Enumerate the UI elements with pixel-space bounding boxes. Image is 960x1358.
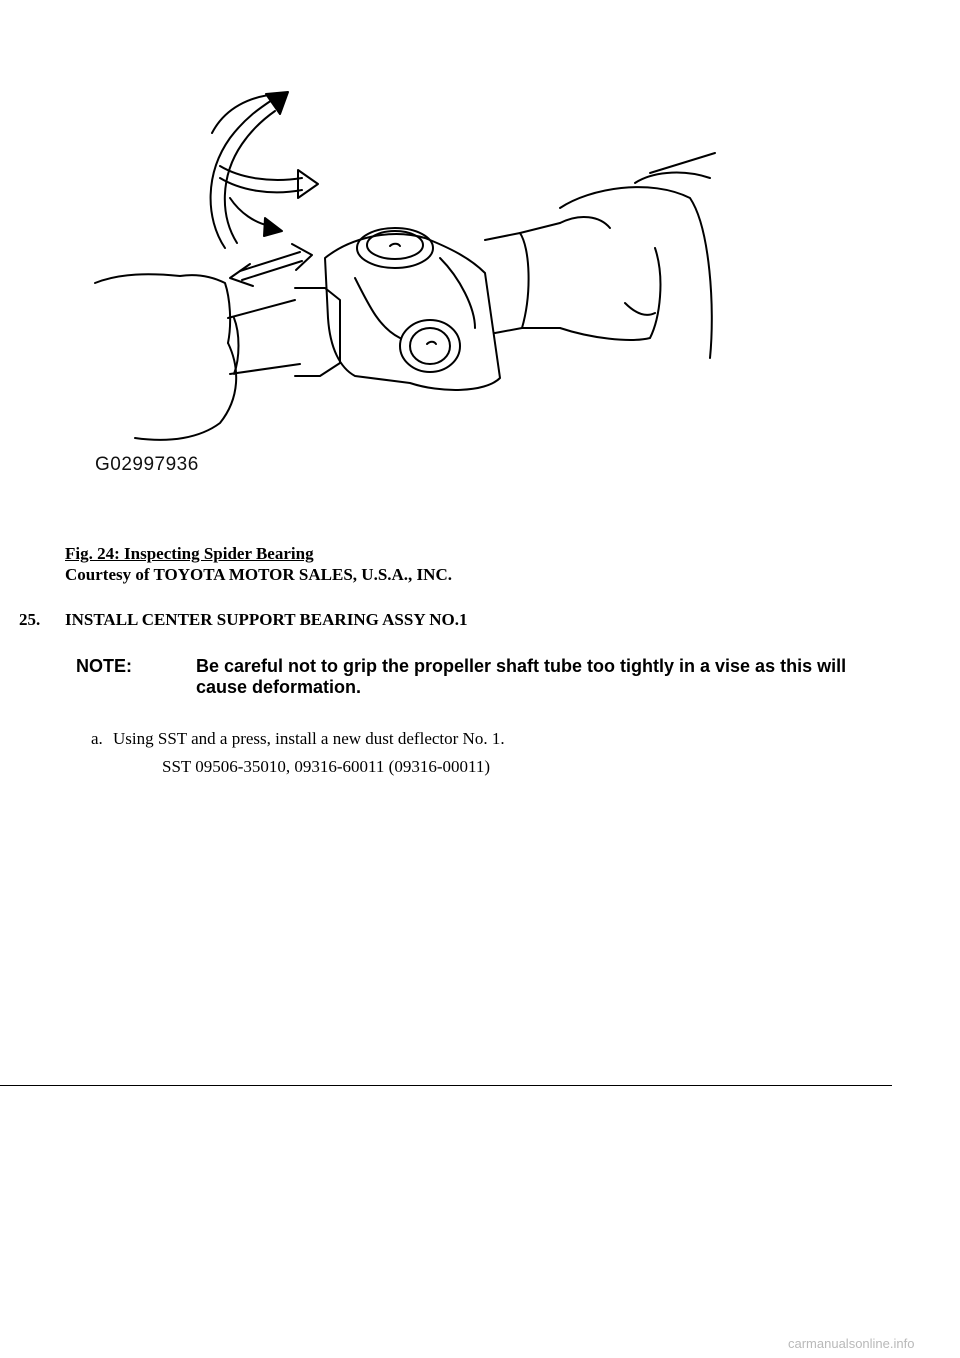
page-divider	[0, 1085, 892, 1086]
figure-caption	[65, 543, 452, 585]
figure-title: Fig. 24: Inspecting Spider Bearing	[65, 544, 314, 563]
note-label: NOTE:	[76, 656, 132, 676]
substep-letter: a.	[91, 729, 103, 748]
watermark: carmanualsonline.info	[788, 1336, 915, 1351]
substep-a	[91, 729, 505, 749]
axial-arrow-icon	[230, 244, 312, 286]
note-text: Be careful not to grip the propeller shaft tube too tightly in a vise as this will cause deformation.	[196, 656, 847, 697]
step-heading	[19, 610, 467, 630]
step-number: 25.	[19, 610, 41, 629]
rotation-arrow-icon	[211, 92, 318, 248]
spider-bearing-illustration	[90, 78, 730, 488]
figure-credit: Courtesy of TOYOTA MOTOR SALES, U.S.A., INC.	[65, 565, 452, 584]
sst-numbers: SST 09506-35010, 09316-60011 (09316-00011)	[162, 757, 491, 776]
substep-text: Using SST and a press, install a new dust deflector No. 1.	[113, 729, 505, 748]
step-title: INSTALL CENTER SUPPORT BEARING ASSY NO.1	[65, 610, 468, 629]
figure-code: G02997936	[95, 454, 199, 475]
